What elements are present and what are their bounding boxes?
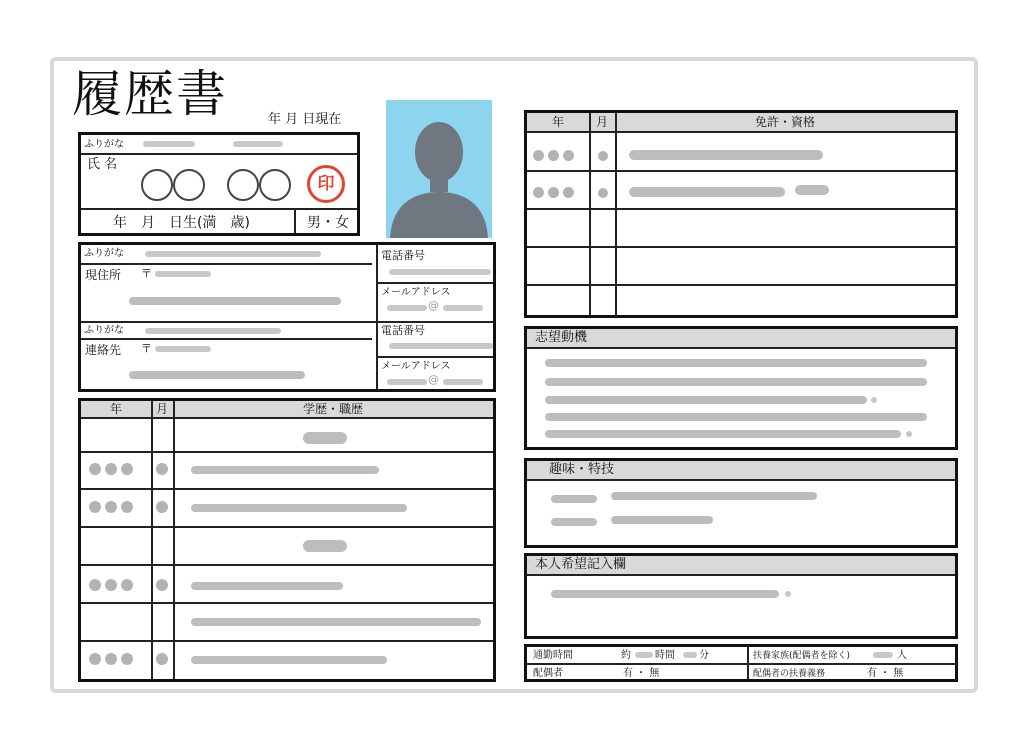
hobbies-title: 趣味・特技	[549, 462, 615, 477]
birth-date-row: 年 月 日生(満 歳)	[113, 215, 250, 231]
motivation-title: 志望動機	[535, 330, 588, 345]
contact-email-label: メールアドレス	[381, 361, 451, 372]
email-label: メールアドレス	[381, 287, 451, 298]
dependents-label: 扶養家族(配偶者を除く)	[753, 651, 851, 661]
history-title-header: 学歴・職歴	[302, 402, 363, 416]
table-row	[303, 432, 347, 444]
contact-furigana-label: ふりがな	[84, 325, 124, 336]
spouse-label: 配偶者	[533, 668, 563, 679]
dependents-unit: 人	[897, 650, 907, 661]
photo-area	[386, 100, 492, 238]
history-year-header: 年	[109, 402, 122, 416]
licenses-month-header: 月	[595, 115, 608, 129]
motivation-box	[524, 326, 958, 450]
contact-postal-mark: 〒	[141, 342, 152, 355]
commute-prefix: 約	[621, 650, 631, 661]
requests-title: 本人希望記入欄	[535, 557, 627, 572]
phone-label: 電話番号	[381, 249, 425, 262]
spouse-support-label: 配偶者の扶養義務	[753, 669, 826, 679]
licenses-table	[524, 110, 958, 318]
current-address-label: 現住所	[85, 268, 122, 282]
commute-minutes: 分	[699, 650, 709, 661]
history-table	[78, 398, 496, 682]
furigana-label: ふりがな	[84, 139, 124, 150]
contact-phone-label: 電話番号	[381, 324, 425, 337]
requests-box	[524, 553, 958, 639]
address-furigana-label: ふりがな	[84, 248, 124, 259]
history-month-header: 月	[155, 402, 168, 416]
at-mark: @	[428, 299, 439, 312]
contact-label: 連絡先	[85, 343, 122, 357]
commute-label: 通勤時間	[533, 650, 573, 661]
address-box	[78, 242, 496, 392]
hobbies-box	[524, 458, 958, 548]
seal-stamp	[307, 165, 345, 203]
commute-hours: 時間	[655, 650, 675, 661]
licenses-title-header: 免許・資格	[754, 115, 815, 129]
name-label: 氏 名	[87, 157, 118, 172]
postal-mark: 〒	[141, 267, 152, 280]
page-title: 履歴書	[72, 65, 228, 123]
gender-field: 男・女	[307, 215, 349, 231]
name-box	[78, 132, 360, 236]
licenses-year-header: 年	[551, 115, 564, 129]
spouse-options: 有 ・ 無	[623, 668, 660, 679]
spouse-support-options: 有 ・ 無	[867, 668, 904, 679]
contact-at-mark: @	[428, 373, 439, 386]
footer-info-box	[524, 644, 958, 682]
seal-text: 印	[317, 174, 335, 194]
person-silhouette-icon	[386, 100, 492, 238]
date-current: 年 月 日現在	[268, 112, 342, 127]
